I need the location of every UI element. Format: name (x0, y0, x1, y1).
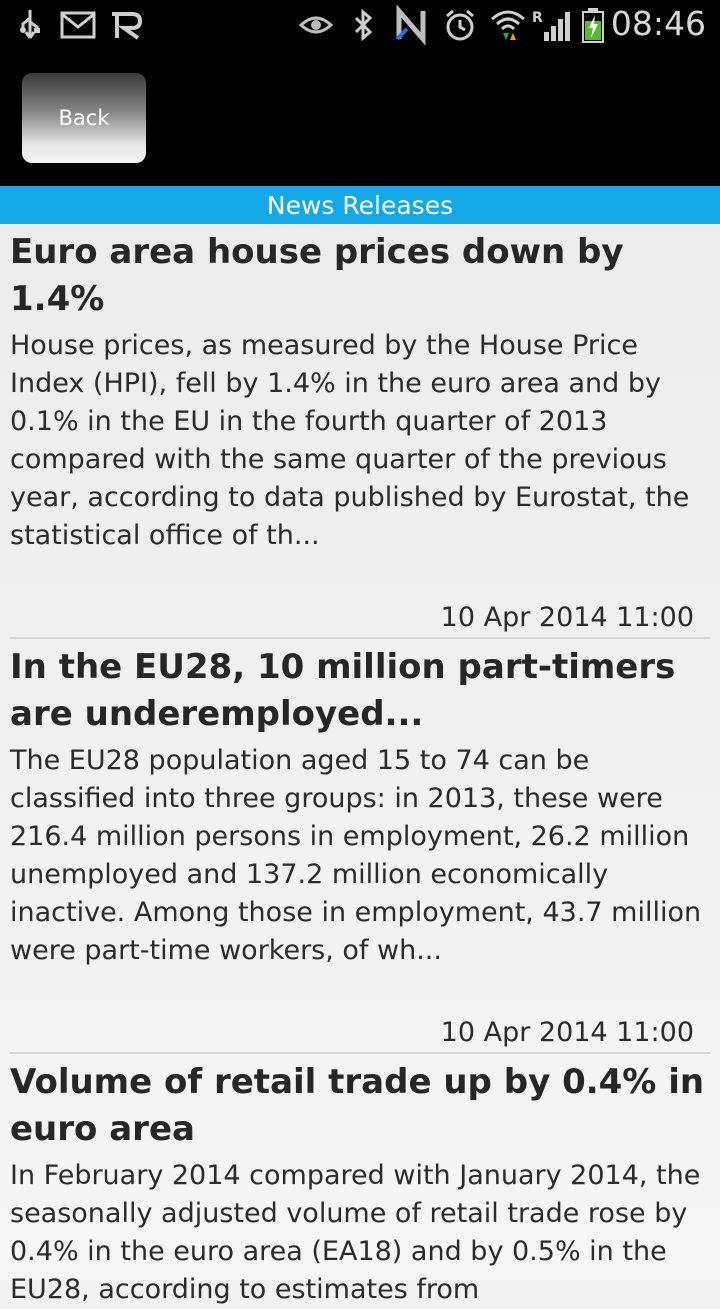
news-title[interactable]: In the EU28, 10 million part-timers are underemployed... (10, 647, 676, 734)
news-title[interactable]: Volume of retail trade up by 0.4% in euro area (10, 1062, 705, 1149)
news-list[interactable] (0, 224, 720, 1305)
alarm-icon (442, 8, 478, 42)
news-item[interactable] (0, 639, 720, 1052)
news-item[interactable] (0, 224, 720, 637)
action-bar (0, 50, 720, 186)
news-summary: In February 2014 compared with January 2014, the seasonally adjusted volume of retail trade rose by 0.4% in the euro area (EA18) and by 0.5% in the EU28, according to estimates from (10, 1160, 701, 1305)
app-r-icon (108, 8, 144, 42)
back-button[interactable]: Back (22, 73, 146, 163)
usb-icon (18, 8, 42, 42)
news-title[interactable]: Euro area house prices down by 1.4% (10, 232, 624, 319)
clock: 08:46 (610, 4, 706, 43)
nfc-icon (394, 8, 428, 42)
bluetooth-icon (350, 8, 376, 42)
news-item[interactable] (0, 1054, 720, 1309)
signal-icon (532, 8, 574, 42)
status-bar (0, 0, 720, 50)
eye-icon (298, 8, 334, 42)
wifi-icon (490, 8, 526, 42)
svg-text:R: R (532, 10, 543, 26)
news-date: 10 Apr 2014 11:00 (440, 602, 694, 633)
section-header: News Releases (0, 186, 720, 224)
news-summary: House prices, as measured by the House Price Index (HPI), fell by 1.4% in the euro area and by 0.1% in the EU in the fourth quarter of 2013 compared with the same quarter of the previous year, according to data published by Eurostat, the statistical office of th... (10, 330, 690, 551)
battery-icon (580, 8, 606, 42)
news-summary: The EU28 population aged 15 to 74 can be classified into three groups: in 2013, these were 216.4 million persons in employment, 26.2 million unemployed and 137.2 million economically inactive. Among those in employment, 43.7 million were part-time workers, of wh... (10, 745, 702, 966)
gmail-icon (60, 8, 96, 42)
news-date: 10 Apr 2014 11:00 (440, 1017, 694, 1048)
